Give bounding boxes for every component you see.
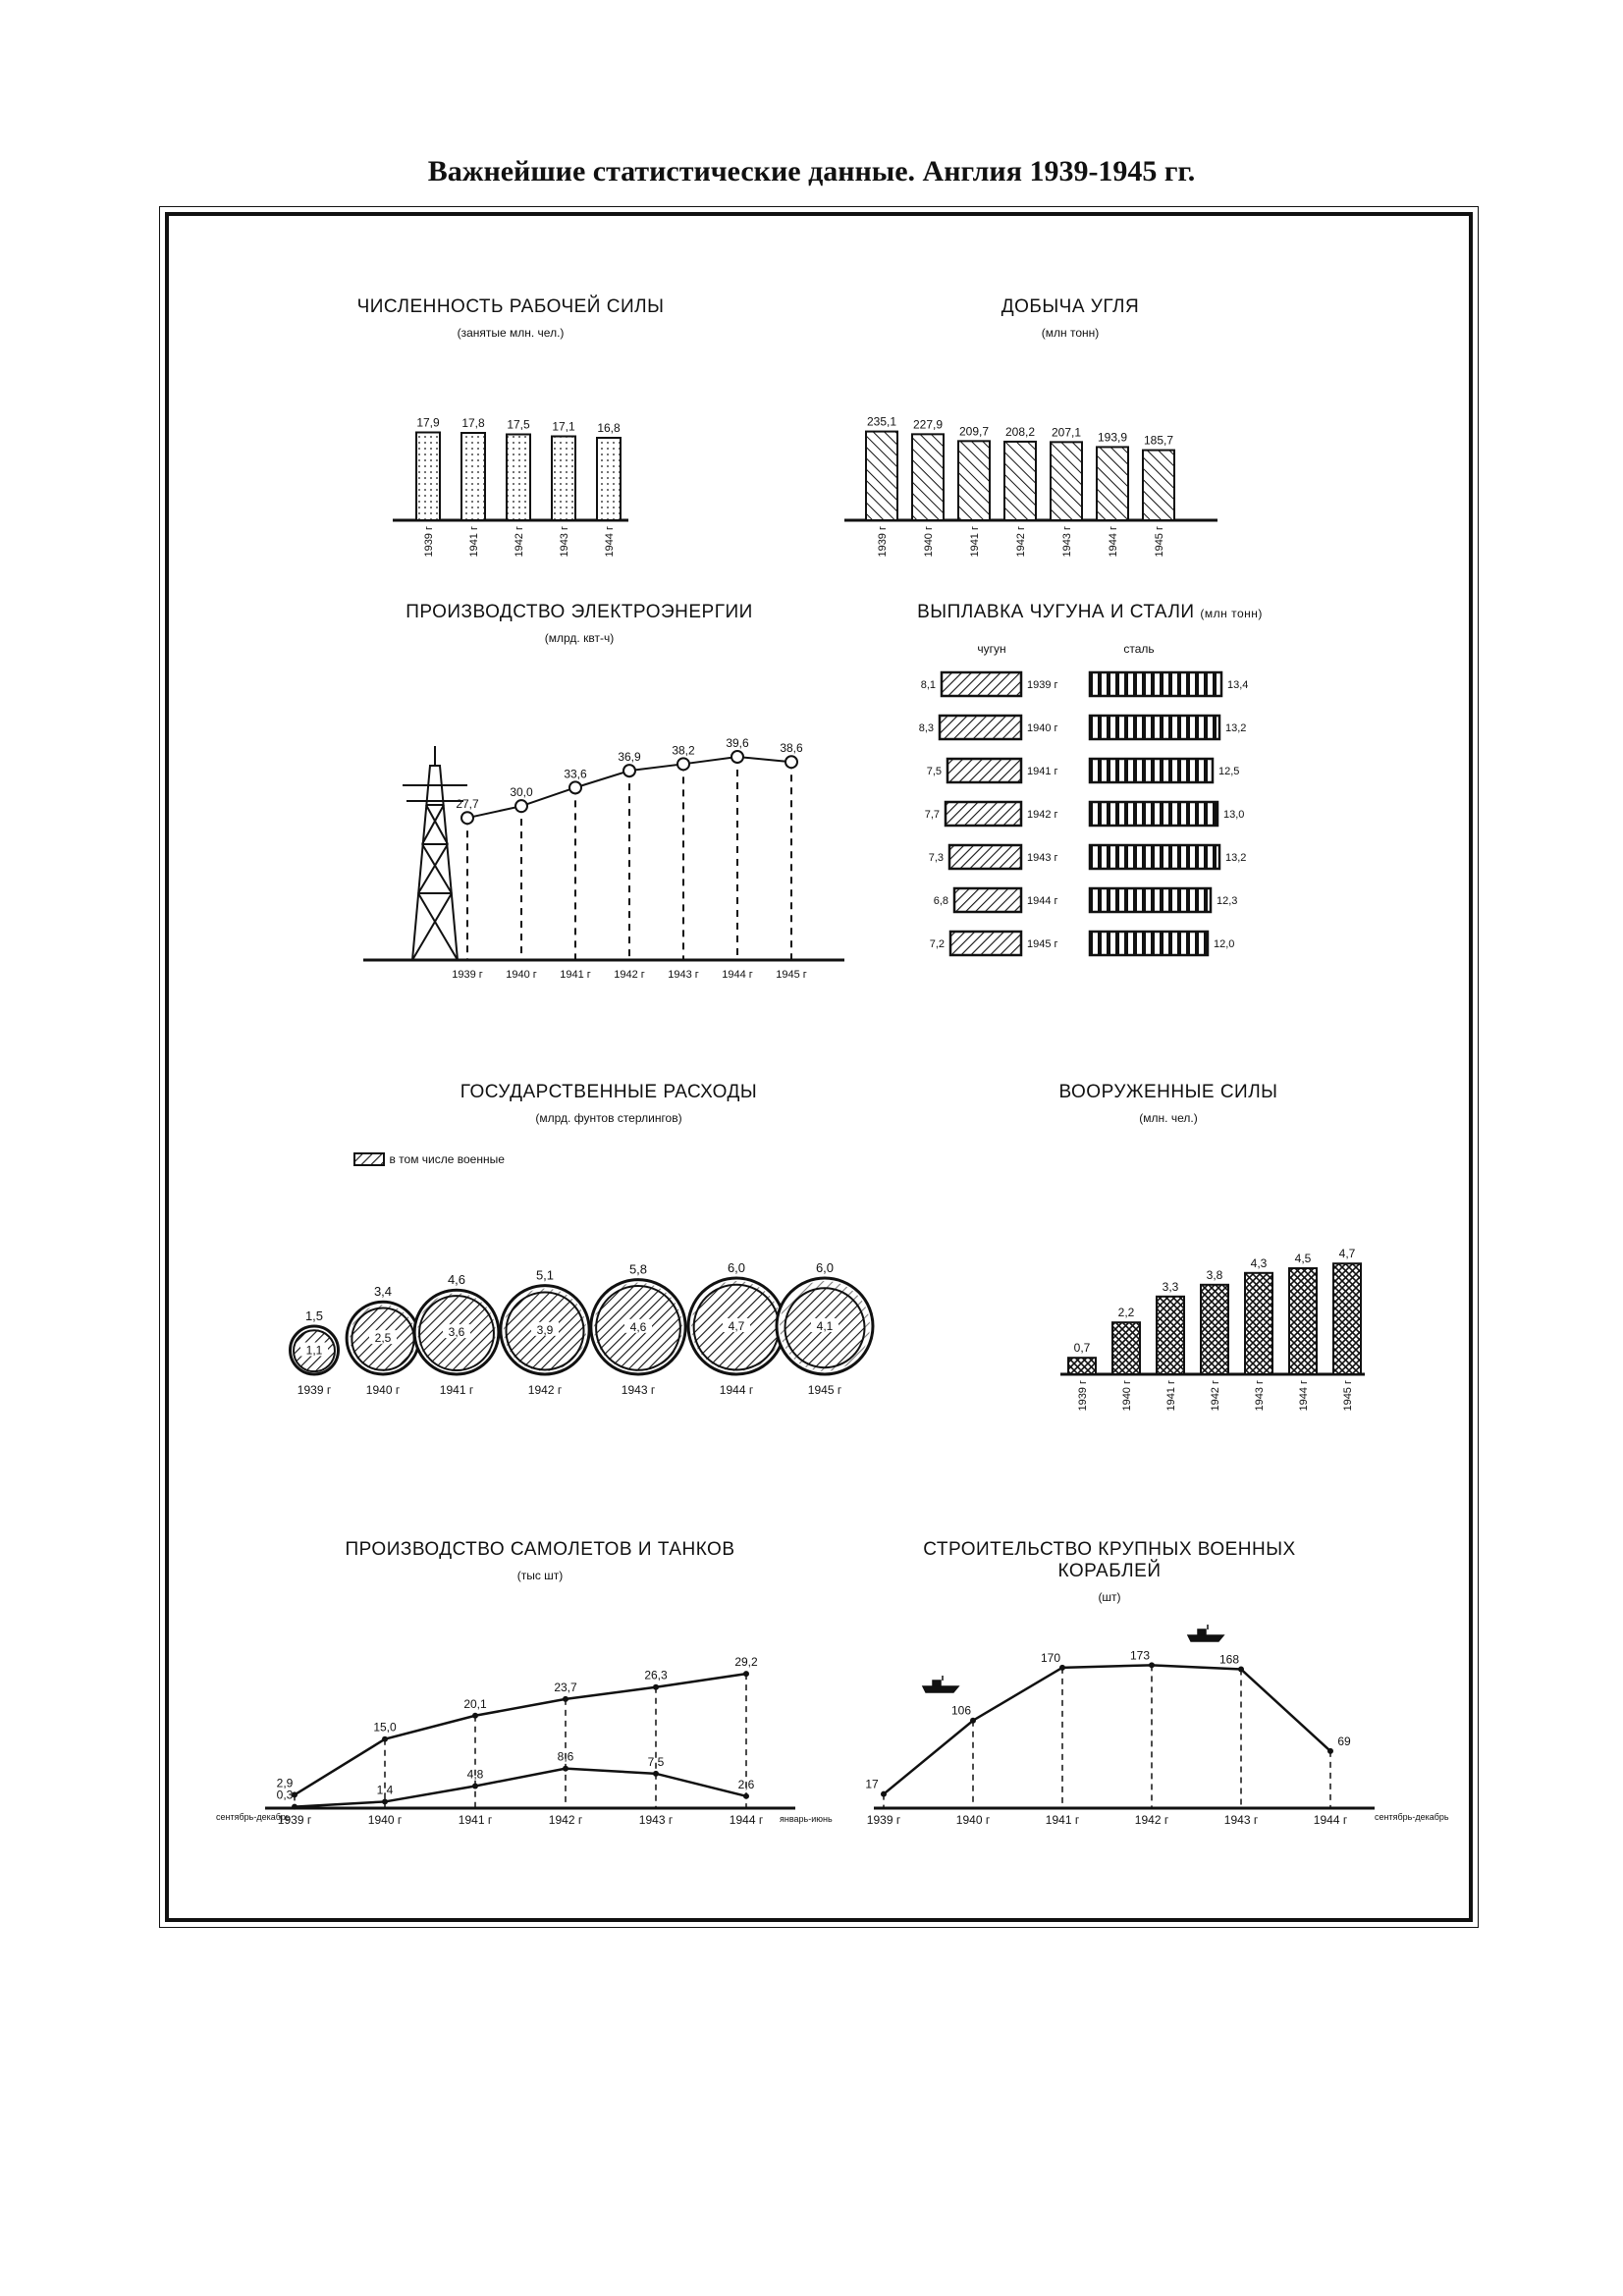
spending-military-label: 2,5: [374, 1331, 392, 1346]
iron-value-label: 8,3: [918, 722, 934, 734]
spending-title: ГОСУДАРСТВЕННЫЕ РАСХОДЫ: [460, 1082, 758, 1102]
coal-bar: [912, 434, 944, 520]
electricity-subtitle: (млрд. квт-ч): [544, 631, 615, 645]
warships-year-label: 1939 г: [866, 1813, 901, 1827]
tanks-value-label: 2,6: [737, 1777, 755, 1791]
warships-chart: [864, 1620, 1453, 1865]
planes-point: [653, 1684, 659, 1690]
tanks-value-label: 8,6: [557, 1749, 574, 1764]
warships-point: [881, 1791, 887, 1797]
labor-value-label: 17,8: [461, 416, 485, 430]
tanks-point: [292, 1804, 298, 1810]
labor-value-label: 16,8: [597, 421, 621, 435]
iron-steel-title: [854, 602, 1325, 623]
armed-forces-bar: [1068, 1358, 1096, 1374]
steel-value-label: 13,2: [1225, 722, 1247, 734]
steel-value-label: 13,2: [1225, 852, 1247, 864]
warships-value-label: 168: [1218, 1652, 1240, 1667]
tanks-value-label: 1,4: [376, 1783, 394, 1797]
planes-tanks-chart: [206, 1620, 835, 1865]
iron-steel-year-label: 1941 г: [1027, 766, 1058, 777]
armed-forces-bar: [1157, 1297, 1184, 1374]
labor-bar: [416, 433, 440, 521]
warships-value-label: 173: [1129, 1648, 1151, 1663]
spending-legend-label: в том числе военные: [389, 1151, 505, 1166]
armed-forces-tick-label: 1941 г: [1165, 1380, 1177, 1412]
armed-forces-value-label: 4,7: [1338, 1247, 1356, 1261]
warships-end-label: сентябрь-декабрь: [1375, 1812, 1449, 1822]
electricity-tick-label: 1940 г: [506, 969, 537, 981]
armed-forces-bar: [1112, 1322, 1140, 1374]
warships-year-label: 1940 г: [955, 1813, 991, 1827]
coal-tick-label: 1939 г: [877, 526, 889, 558]
steel-value-label: 12,5: [1218, 766, 1240, 777]
pylon-icon: [403, 746, 467, 960]
warships-point: [970, 1718, 976, 1724]
labor-title: ЧИСЛЕННОСТЬ РАБОЧЕЙ СИЛЫ: [356, 296, 665, 317]
armed-forces-tick-label: 1942 г: [1210, 1380, 1221, 1412]
steel-value-label: 12,0: [1214, 938, 1235, 950]
planes-value-label: 2,9: [276, 1776, 294, 1790]
planes-tanks-year-label: 1943 г: [638, 1813, 674, 1827]
coal-bar: [958, 441, 990, 520]
spending-total-label: 5,8: [628, 1261, 648, 1277]
planes-value-label: 23,7: [554, 1680, 577, 1694]
ship-icon: [923, 1676, 958, 1692]
warships-title: СТРОИТЕЛЬСТВО КРУПНЫХ ВОЕННЫХ КОРАБЛЕЙ: [923, 1539, 1296, 1581]
spending-total-label: 4,6: [447, 1272, 466, 1288]
planes-tanks-year-label: 1941 г: [458, 1813, 493, 1827]
tanks-point: [472, 1784, 478, 1789]
electricity-point: [677, 758, 689, 770]
iron-steel-year-label: 1940 г: [1027, 722, 1058, 734]
steel-bar: [1090, 845, 1219, 869]
electricity-value-label: 27,7: [456, 797, 479, 812]
tanks-point: [382, 1798, 388, 1804]
tanks-value-label: 0,3: [276, 1788, 294, 1802]
iron-value-label: 7,2: [929, 938, 945, 950]
steel-bar: [1090, 672, 1221, 696]
warships-year-label: 1942 г: [1134, 1813, 1169, 1827]
planes-point: [472, 1713, 478, 1719]
iron-steel-year-label: 1944 г: [1027, 895, 1058, 907]
labor-value-label: 17,5: [507, 417, 530, 432]
labor-tick-label: 1942 г: [514, 526, 525, 558]
coal-chart: [844, 393, 1237, 589]
spending-military-label: 4,7: [728, 1319, 745, 1334]
spending-year-label: 1940 г: [365, 1383, 401, 1397]
coal-bar: [1143, 451, 1174, 520]
warships-point: [1149, 1662, 1155, 1668]
iron-steel-title-text: ВЫПЛАВКА ЧУГУНА И СТАЛИ: [917, 602, 1195, 622]
warships-year-label: 1943 г: [1223, 1813, 1259, 1827]
warships-value-label: 69: [1337, 1734, 1351, 1748]
planes-tanks-subtitle: (тыс шт): [516, 1569, 564, 1582]
coal-bar: [866, 432, 897, 520]
steel-value-label: 13,0: [1223, 809, 1245, 821]
spending-military-label: 4,6: [629, 1319, 647, 1334]
labor-bar: [597, 438, 621, 520]
spending-year-label: 1942 г: [527, 1383, 563, 1397]
warships-point: [1059, 1665, 1065, 1671]
armed-forces-bar: [1201, 1285, 1228, 1374]
iron-bar: [949, 845, 1021, 869]
electricity-tick-label: 1939 г: [452, 969, 483, 981]
electricity-point: [623, 765, 635, 776]
electricity-tick-label: 1942 г: [614, 969, 645, 981]
electricity-value-label: 33,6: [564, 767, 587, 781]
spending-total-label: 3,4: [373, 1284, 393, 1300]
armed-forces-bar: [1289, 1268, 1317, 1374]
armed-forces-tick-label: 1940 г: [1121, 1380, 1133, 1412]
tanks-point: [743, 1793, 749, 1799]
planes-value-label: 29,2: [734, 1655, 758, 1670]
coal-tick-label: 1945 г: [1154, 526, 1165, 558]
armed-forces-value-label: 0,7: [1073, 1341, 1091, 1356]
iron-steel-year-label: 1943 г: [1027, 852, 1058, 864]
spending-year-label: 1943 г: [621, 1383, 656, 1397]
spending-year-label: 1945 г: [807, 1383, 842, 1397]
spending-military-label: 3,9: [536, 1322, 554, 1337]
tanks-point: [653, 1771, 659, 1777]
iron-bar: [954, 888, 1021, 912]
page-title: Важнейшие статистические данные. Англия 1939-1945 гг.: [427, 155, 1196, 187]
planes-tanks-year-label: 1939 г: [277, 1813, 312, 1827]
iron-value-label: 7,7: [924, 809, 940, 821]
tanks-line: [295, 1769, 746, 1807]
iron-bar: [946, 802, 1021, 826]
steel-series-label: сталь: [1123, 642, 1155, 656]
electricity-tick-label: 1945 г: [776, 969, 807, 981]
iron-steel-year-label: 1945 г: [1027, 938, 1058, 950]
steel-bar: [1090, 716, 1219, 739]
coal-bar: [1051, 442, 1082, 520]
armed-forces-tick-label: 1939 г: [1077, 1380, 1089, 1412]
iron-bar: [950, 932, 1021, 955]
legend-hatch-swatch: [353, 1152, 385, 1166]
planes-point: [382, 1736, 388, 1742]
planes-value-label: 15,0: [373, 1720, 397, 1735]
labor-value-label: 17,1: [552, 419, 575, 434]
electricity-value-label: 30,0: [510, 785, 533, 800]
electricity-chart: [353, 687, 844, 1001]
electricity-point: [785, 756, 797, 768]
electricity-value-label: 39,6: [726, 736, 749, 750]
iron-bar: [940, 716, 1021, 739]
tanks-point: [563, 1766, 568, 1772]
ship-icon: [1188, 1625, 1223, 1641]
labor-chart: [393, 393, 628, 589]
iron-series-label: чугун: [977, 642, 1006, 656]
labor-bar: [507, 435, 530, 521]
armed-forces-value-label: 4,3: [1250, 1255, 1268, 1270]
spending-legend: [353, 1150, 505, 1166]
spending-military-label: 1,1: [305, 1343, 323, 1358]
labor-value-label: 17,9: [416, 415, 440, 430]
armed-forces-subtitle: (млн. чел.): [1139, 1111, 1198, 1125]
coal-value-label: 207,1: [1051, 425, 1082, 440]
labor-tick-label: 1939 г: [423, 526, 435, 558]
iron-value-label: 8,1: [920, 679, 936, 691]
electricity-point: [461, 812, 473, 824]
spending-subtitle: (млрд. фунтов стерлингов): [535, 1111, 682, 1125]
coal-bar: [1097, 447, 1128, 520]
spending-year-label: 1941 г: [439, 1383, 474, 1397]
electricity-value-label: 38,2: [672, 743, 695, 758]
labor-tick-label: 1944 г: [604, 526, 616, 558]
spending-total-label: 5,1: [535, 1267, 555, 1283]
electricity-tick-label: 1944 г: [722, 969, 753, 981]
spending-total-label: 1,5: [304, 1308, 324, 1324]
coal-tick-label: 1943 г: [1061, 526, 1073, 558]
warships-subtitle: (шт): [1098, 1590, 1121, 1604]
planes-tanks-title: ПРОИЗВОДСТВО САМОЛЕТОВ И ТАНКОВ: [345, 1539, 735, 1560]
warships-point: [1327, 1748, 1333, 1754]
coal-value-label: 227,9: [912, 417, 944, 432]
labor-tick-label: 1941 г: [468, 526, 480, 558]
electricity-tick-label: 1943 г: [668, 969, 699, 981]
coal-value-label: 209,7: [958, 424, 990, 439]
armed-forces-bar: [1245, 1273, 1272, 1374]
warships-point: [1238, 1667, 1244, 1673]
coal-tick-label: 1944 г: [1108, 526, 1119, 558]
armed-forces-title: ВООРУЖЕННЫЕ СИЛЫ: [1058, 1082, 1278, 1102]
labor-subtitle: (занятые млн. чел.): [457, 326, 565, 340]
steel-bar: [1090, 888, 1211, 912]
electricity-point: [569, 781, 581, 793]
steel-bar: [1090, 802, 1217, 826]
armed-forces-value-label: 2,2: [1117, 1306, 1135, 1320]
planes-point: [743, 1671, 749, 1677]
spending-year-label: 1944 г: [719, 1383, 754, 1397]
tanks-value-label: 4,8: [466, 1767, 484, 1782]
iron-value-label: 7,3: [928, 852, 944, 864]
electricity-tick-label: 1941 г: [560, 969, 591, 981]
electricity-title: ПРОИЗВОДСТВО ЭЛЕКТРОЭНЕРГИИ: [406, 602, 753, 622]
spending-year-label: 1939 г: [297, 1383, 332, 1397]
armed-forces-tick-label: 1944 г: [1298, 1380, 1310, 1412]
planes-value-label: 26,3: [644, 1668, 668, 1682]
coal-tick-label: 1942 г: [1015, 526, 1027, 558]
coal-tick-label: 1940 г: [923, 526, 935, 558]
labor-bar: [552, 437, 575, 521]
iron-value-label: 6,8: [933, 895, 948, 907]
armed-forces-value-label: 3,3: [1162, 1279, 1179, 1294]
spending-military-label: 4,1: [816, 1319, 834, 1334]
electricity-value-label: 36,9: [618, 750, 641, 765]
warships-year-label: 1941 г: [1045, 1813, 1080, 1827]
iron-steel-units: (млн тонн): [1200, 607, 1263, 620]
planes-point: [563, 1696, 568, 1702]
planes-tanks-year-label: 1944 г: [729, 1813, 764, 1827]
iron-steel-year-label: 1939 г: [1027, 679, 1058, 691]
armed-forces-value-label: 4,5: [1294, 1252, 1312, 1265]
planes-tanks-end-label: январь-июнь: [780, 1814, 833, 1824]
spending-military-label: 3,6: [448, 1325, 465, 1340]
iron-value-label: 7,5: [926, 766, 942, 777]
labor-tick-label: 1943 г: [559, 526, 570, 558]
steel-bar: [1090, 932, 1208, 955]
coal-title: ДОБЫЧА УГЛЯ: [1001, 296, 1140, 317]
electricity-value-label: 38,6: [780, 741, 803, 756]
armed-forces-value-label: 3,8: [1206, 1267, 1223, 1282]
planes-value-label: 20,1: [463, 1696, 487, 1711]
armed-forces-tick-label: 1943 г: [1254, 1380, 1266, 1412]
planes-tanks-year-label: 1942 г: [548, 1813, 583, 1827]
warships-value-label: 106: [950, 1703, 972, 1718]
tanks-value-label: 7,5: [647, 1754, 665, 1769]
warships-value-label: 17: [865, 1777, 879, 1791]
steel-value-label: 12,3: [1217, 895, 1238, 907]
electricity-point: [515, 800, 527, 812]
electricity-point: [731, 751, 743, 763]
warships-year-label: 1944 г: [1313, 1813, 1348, 1827]
coal-value-label: 193,9: [1097, 430, 1128, 445]
coal-tick-label: 1941 г: [969, 526, 981, 558]
steel-value-label: 13,4: [1227, 679, 1249, 691]
coal-bar: [1004, 442, 1036, 520]
iron-steel-chart: [903, 633, 1276, 967]
coal-value-label: 235,1: [866, 414, 897, 429]
warships-value-label: 170: [1040, 1650, 1061, 1665]
armed-forces-bar: [1333, 1263, 1361, 1374]
armed-forces-chart: [1060, 1247, 1375, 1463]
planes-tanks-year-label: 1940 г: [367, 1813, 403, 1827]
spending-chart: [275, 1168, 982, 1423]
iron-steel-year-label: 1942 г: [1027, 809, 1058, 821]
iron-bar: [942, 672, 1021, 696]
coal-value-label: 208,2: [1004, 424, 1036, 439]
warships-line: [884, 1665, 1330, 1793]
spending-total-label: 6,0: [815, 1260, 835, 1276]
spending-total-label: 6,0: [727, 1260, 746, 1276]
coal-subtitle: (млн тонн): [1041, 326, 1100, 340]
steel-bar: [1090, 759, 1213, 782]
coal-value-label: 185,7: [1143, 433, 1174, 448]
planes-tanks-start-label: сентябрь-декабрь: [216, 1812, 291, 1822]
labor-bar: [461, 433, 485, 520]
iron-bar: [947, 759, 1021, 782]
armed-forces-tick-label: 1945 г: [1342, 1380, 1354, 1412]
